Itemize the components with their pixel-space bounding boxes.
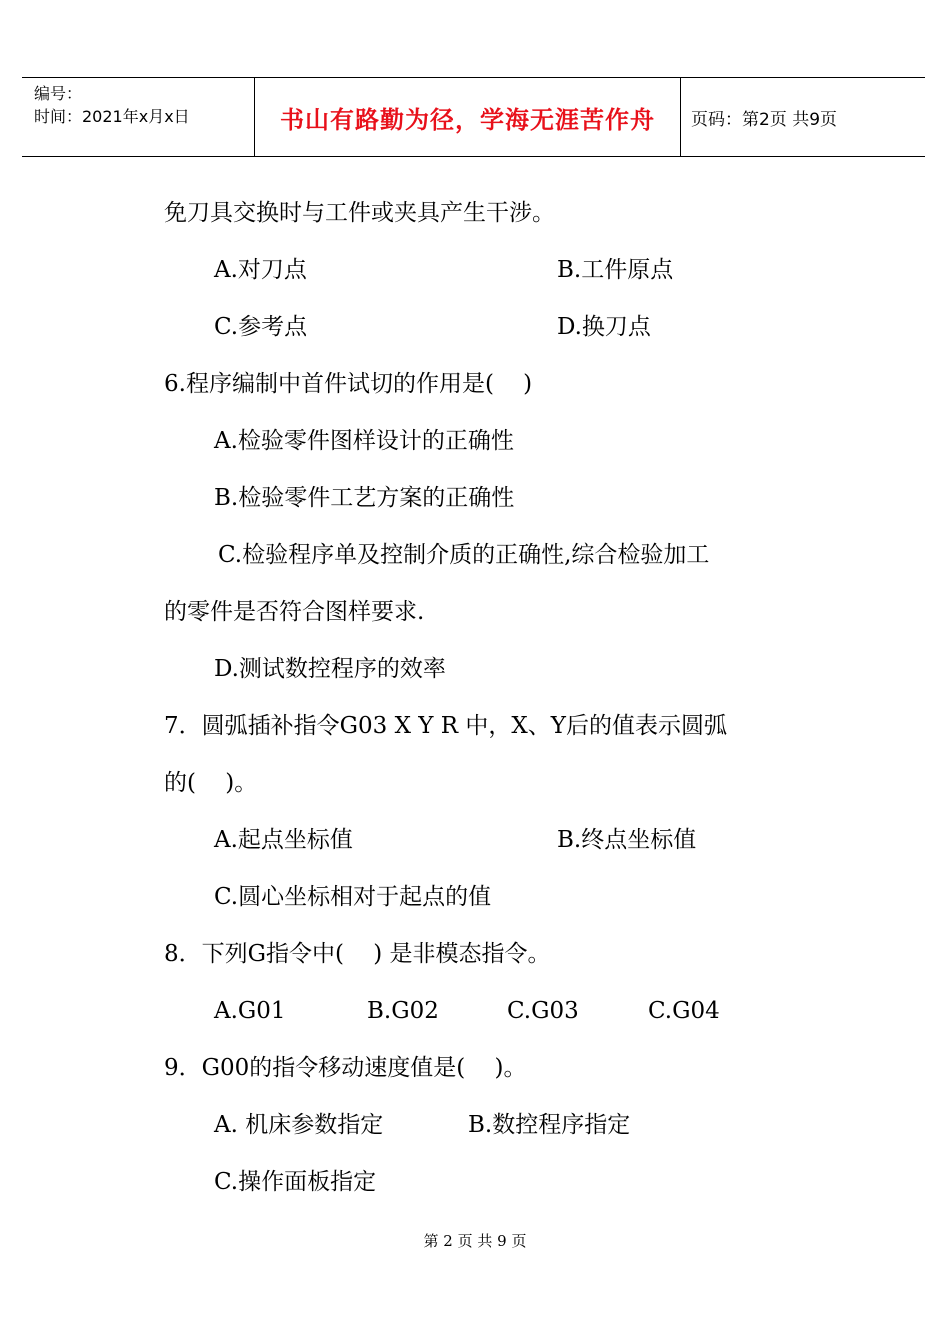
option-a: A.起点坐标值	[214, 827, 353, 853]
document-time-label: 时间：2021年x月x日	[34, 107, 190, 126]
option-b: B.工件原点	[557, 257, 674, 283]
option-b: B.终点坐标值	[557, 827, 697, 853]
option-a: A.对刀点	[214, 257, 307, 283]
option-d: D.测试数控程序的效率	[214, 656, 446, 682]
option-c: C.操作面板指定	[214, 1169, 377, 1195]
text-line: 免刀具交换时与工件或夹具产生干涉。	[164, 200, 555, 226]
option-a: A.检验零件图样设计的正确性	[214, 428, 514, 454]
document-header	[22, 77, 925, 157]
option-b: B.数控程序指定	[468, 1112, 631, 1138]
header-slogan: 书山有路勤为径，学海无涯苦作舟	[255, 78, 681, 156]
header-meta	[22, 78, 255, 156]
option-c: C.参考点	[214, 314, 308, 340]
option-c-continued: 的零件是否符合图样要求.	[164, 599, 425, 625]
question-6: 6.程序编制中首件试切的作用是( )	[164, 371, 533, 397]
document-number-label: 编号：	[34, 84, 83, 103]
question-8: 8．下列G指令中( ) 是非模态指令。	[164, 941, 551, 967]
option-b: B.检验零件工艺方案的正确性	[214, 485, 515, 511]
option-c: C.G03	[507, 998, 579, 1024]
option-c: C.圆心坐标相对于起点的值	[214, 884, 492, 910]
header-page-label: 页码：第2页 共9页	[691, 109, 838, 130]
option-c: C.检验程序单及控制介质的正确性,综合检验加工	[218, 542, 710, 568]
option-d: C.G04	[648, 998, 720, 1024]
question-7-continued: 的( )。	[164, 770, 258, 796]
question-9: 9．G00的指令移动速度值是( )。	[164, 1055, 527, 1081]
page-footer: 第 2 页 共 9 页	[423, 1232, 527, 1250]
option-d: D.换刀点	[557, 314, 651, 340]
option-a: A.G01	[214, 998, 286, 1024]
option-a: A. 机床参数指定	[214, 1112, 384, 1138]
question-7: 7．圆弧插补指令G03 X Y R 中，X、Y后的值表示圆弧	[164, 713, 727, 739]
option-b: B.G02	[367, 998, 439, 1024]
